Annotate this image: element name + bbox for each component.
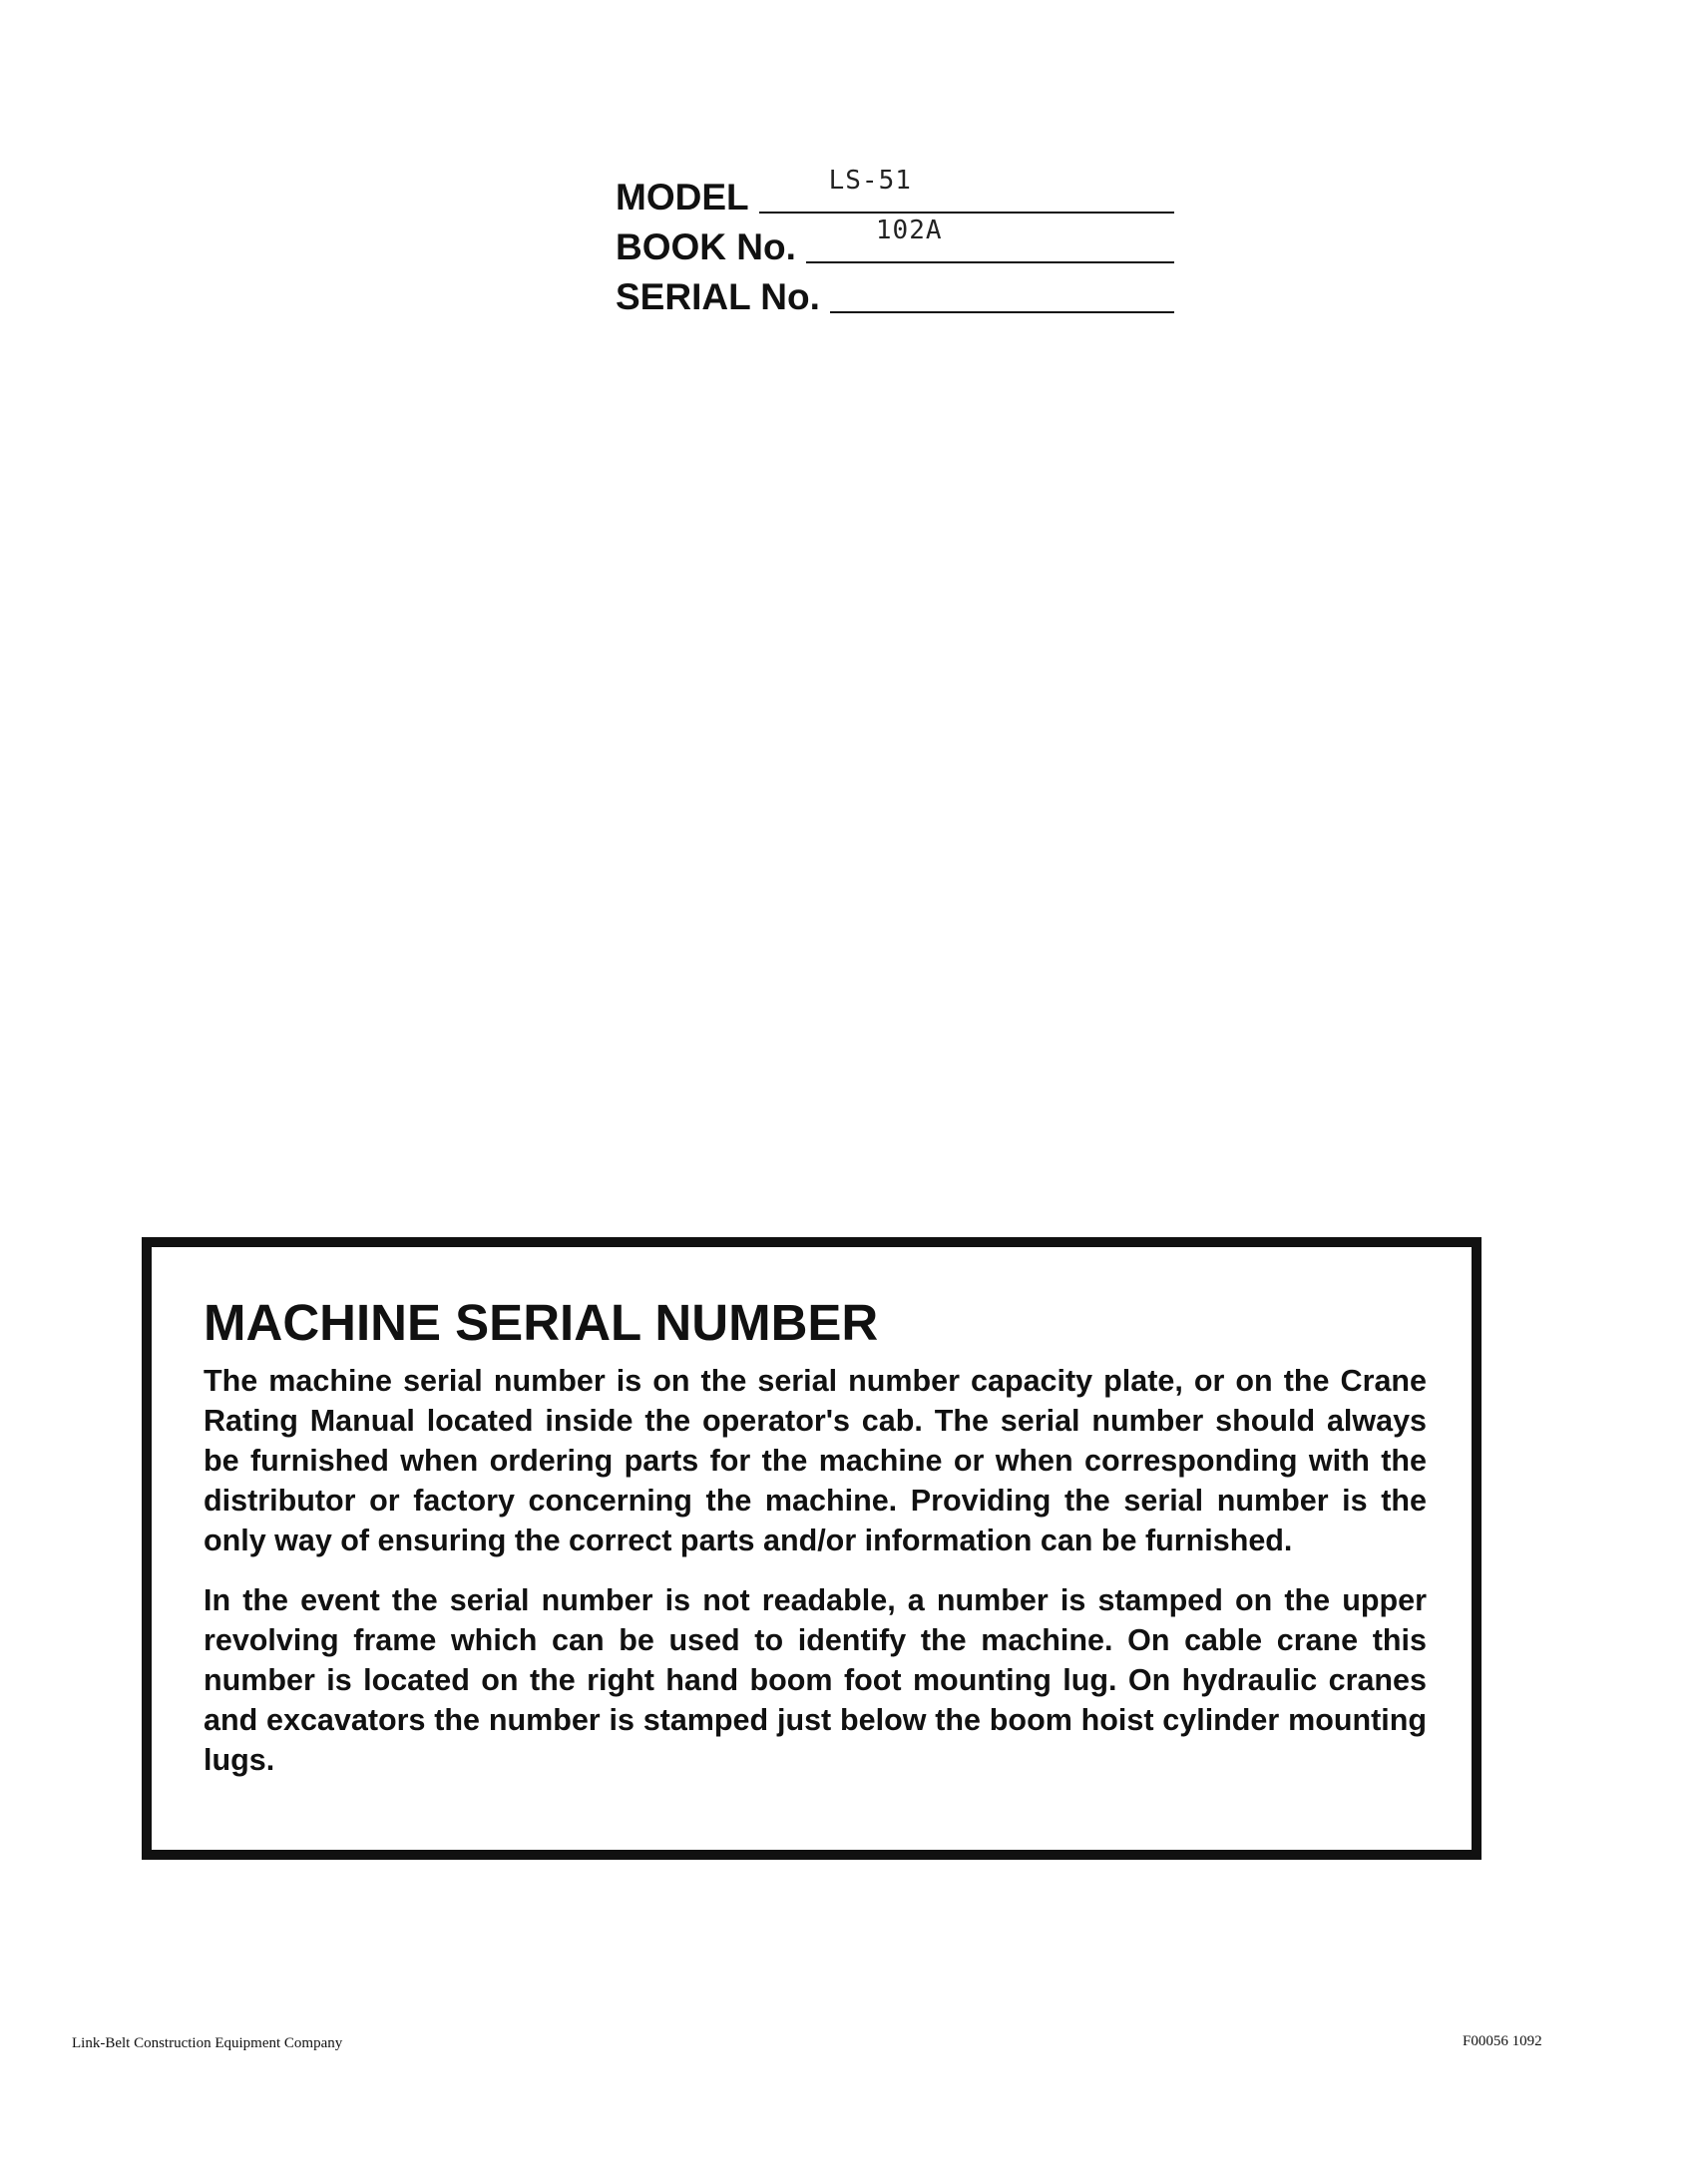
model-row bbox=[616, 166, 1174, 219]
serial-label: SERIAL No. bbox=[616, 276, 820, 317]
serial-row bbox=[616, 269, 1174, 319]
notice-title: MACHINE SERIAL NUMBER bbox=[204, 1294, 879, 1351]
model-value: LS-51 bbox=[828, 166, 912, 196]
footer-form-number: F00056 1092 bbox=[1463, 2033, 1542, 2049]
serial-number-notice bbox=[142, 1237, 1482, 1860]
book-label: BOOK No. bbox=[616, 226, 796, 267]
footer-company: Link-Belt Construction Equipment Company bbox=[72, 2035, 343, 2051]
notice-paragraph-2: In the event the serial number is not readable, a number is stamped on the upper revolving frame which can be used to identify the machine. On cable crane this number is located on the right hand boom foot mounting lug. On hydraulic cranes and excavators the number is stamped just below the boom hoist cylinder mounting lugs. bbox=[204, 1583, 1427, 1777]
book-field bbox=[806, 216, 1174, 263]
model-label: MODEL bbox=[616, 177, 749, 218]
identification-fields bbox=[616, 166, 1174, 319]
notice-paragraph-1: The machine serial number is on the serial number capacity plate, or on the Crane Rating Manual located inside the operator's cab. The serial number should always be furnished when ordering parts for the machine or when corresponding with the distributor or factory concerning the machine. Providing the serial number is the only way of ensuring the correct parts and/or information can be furnished. bbox=[204, 1364, 1427, 1557]
book-row bbox=[616, 216, 1174, 269]
model-field bbox=[759, 166, 1174, 214]
serial-field bbox=[830, 269, 1174, 313]
book-value: 102A bbox=[875, 216, 943, 245]
